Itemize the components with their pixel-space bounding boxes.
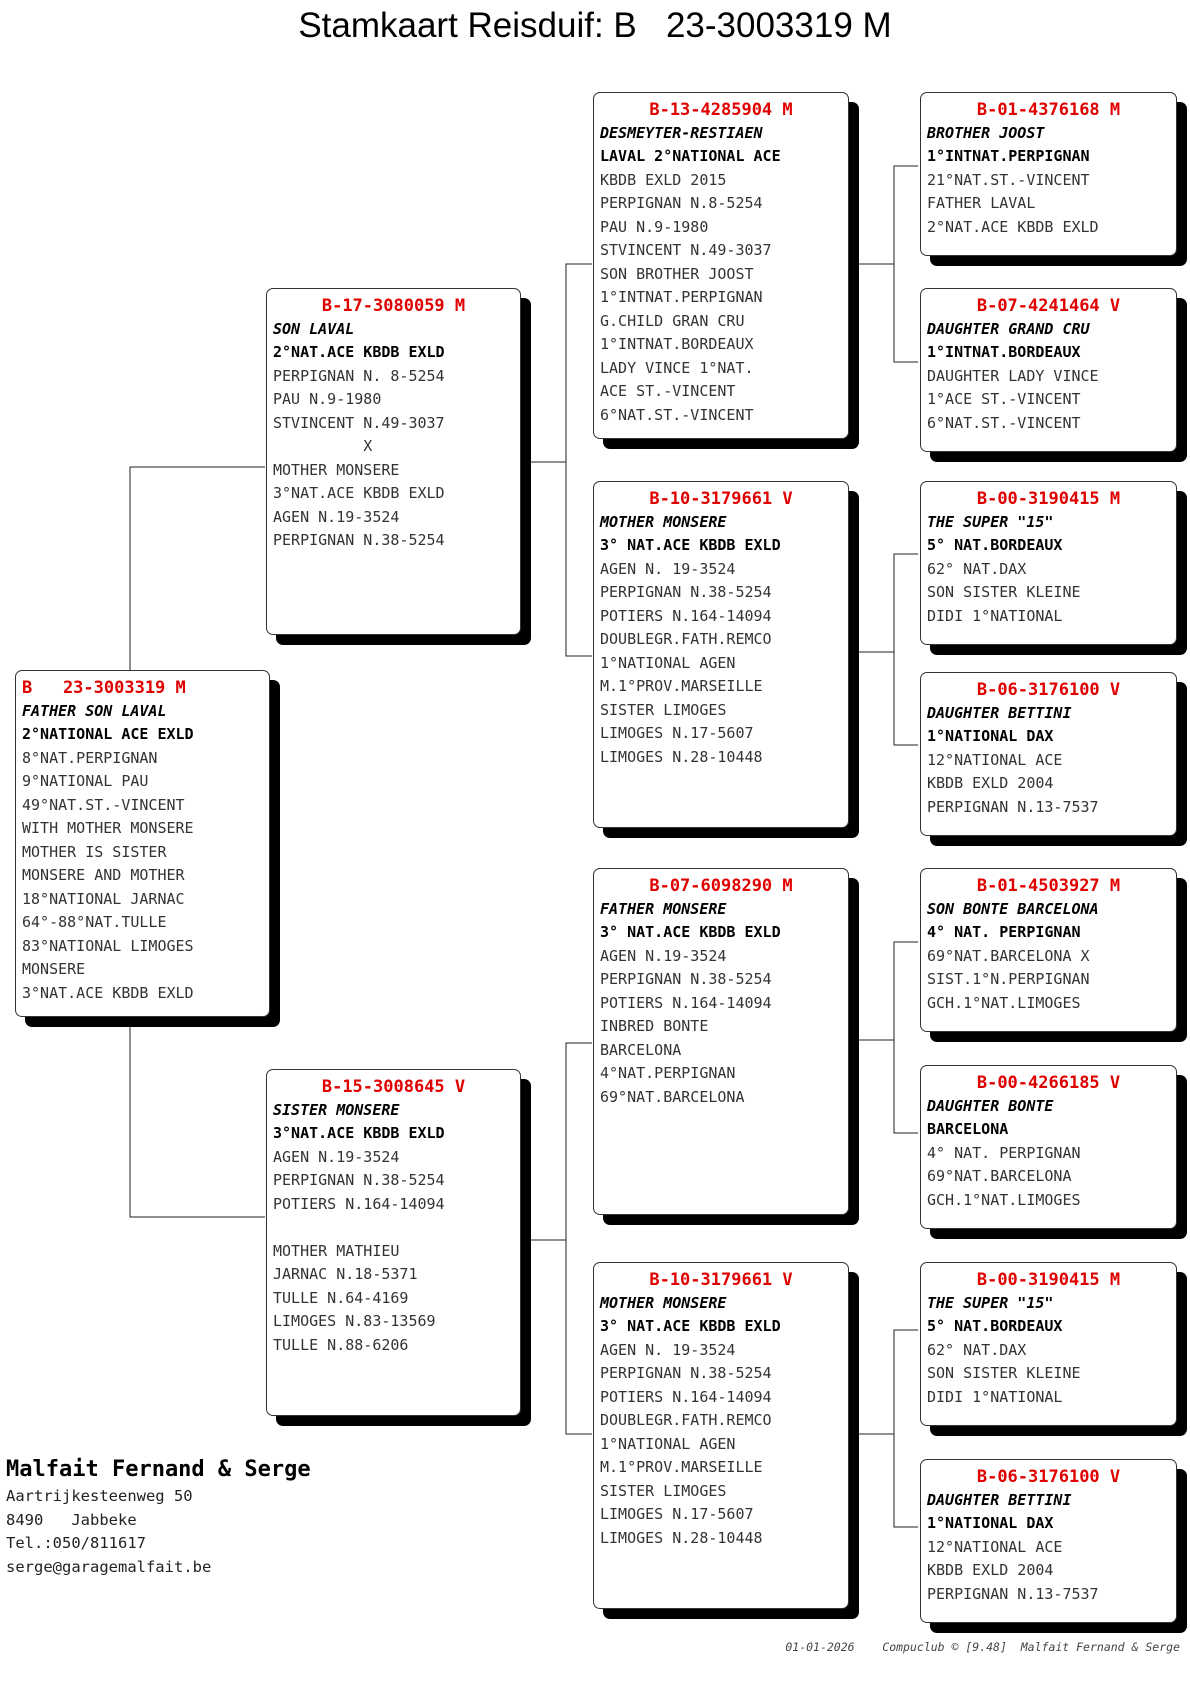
result-line: TULLE N.88-6206 — [273, 1335, 409, 1354]
result-line: STVINCENT N.49-3037 — [600, 241, 772, 259]
result-line: SON BROTHER JOOST — [600, 264, 754, 283]
ring-number: B-07-4241464 V — [976, 296, 1121, 316]
result-line: DIDI 1°NATIONAL — [927, 606, 1063, 625]
result-line: FATHER LAVAL — [927, 194, 1036, 212]
result-line: 4°NAT.PERPIGNAN — [600, 1064, 736, 1082]
result-line: DOUBLEGR.FATH.REMCO — [600, 1411, 772, 1429]
result-line: SISTER LIMOGES — [600, 1481, 727, 1500]
result-line: AGEN N.19-3524 — [273, 507, 400, 526]
result-line: SISTER LIMOGES — [600, 700, 727, 719]
owner-name: Malfait Fernand & Serge — [6, 1457, 311, 1482]
ring-number: B-01-4376168 M — [976, 100, 1121, 120]
result-line: AGEN N.19-3524 — [273, 1147, 400, 1166]
ring-number: B-00-3190415 M — [976, 489, 1121, 509]
bird-name: SON BONTE BARCELONA — [927, 900, 1099, 918]
result-line: 49°NAT.ST.-VINCENT — [22, 795, 185, 814]
pedigree-card — [920, 1262, 1177, 1426]
result-line: LIMOGES N.17-5607 — [600, 724, 754, 742]
result-line: PERPIGNAN N.13-7537 — [927, 1584, 1099, 1603]
result-line: POTIERS N.164-14094 — [600, 993, 772, 1012]
result-line: 6°NAT.ST.-VINCENT — [927, 413, 1081, 432]
pedigree-card — [593, 868, 849, 1215]
highlight-result: 1°NATIONAL DAX — [927, 1514, 1054, 1532]
result-line: 12°NATIONAL ACE — [927, 750, 1063, 769]
result-line: M.1°PROV.MARSEILLE — [600, 1458, 763, 1476]
owner-phone: Tel.:050/811617 — [6, 1534, 146, 1552]
result-line: 3°NAT.ACE KBDB EXLD — [273, 484, 445, 502]
result-line: PERPIGNAN N.38-5254 — [600, 1364, 772, 1382]
result-line: PERPIGNAN N.13-7537 — [927, 797, 1099, 816]
result-line: 12°NATIONAL ACE — [927, 1537, 1063, 1556]
result-line: MONSERE AND MOTHER — [22, 866, 185, 884]
pedigree-card — [920, 288, 1177, 452]
bird-name: SISTER MONSERE — [273, 1101, 400, 1119]
result-line: 1°INTNAT.BORDEAUX — [600, 335, 754, 353]
result-line: ACE ST.-VINCENT — [600, 382, 736, 400]
owner-block — [6, 1455, 311, 1579]
result-line: TULLE N.64-4169 — [273, 1288, 409, 1307]
owner-city: 8490 Jabbeke — [6, 1510, 137, 1529]
result-line: KBDB EXLD 2004 — [927, 1561, 1054, 1579]
result-line: PERPIGNAN N.38-5254 — [273, 531, 445, 549]
ring-number: B 23-3003319 M — [22, 678, 186, 698]
result-line: PAU N.9-1980 — [273, 390, 382, 408]
bird-name: FATHER SON LAVAL — [22, 702, 167, 720]
ring-number: B-10-3179661 V — [649, 489, 793, 509]
pedigree-card — [920, 481, 1177, 645]
highlight-result: 5° NAT.BORDEAUX — [927, 1317, 1063, 1335]
pedigree-card — [15, 670, 270, 1017]
ring-number: B-06-3176100 V — [976, 680, 1121, 700]
pedigree-card — [593, 1262, 849, 1609]
ring-number: B-00-4266185 V — [976, 1073, 1121, 1093]
result-line: M.1°PROV.MARSEILLE — [600, 677, 763, 695]
result-line: 3°NAT.ACE KBDB EXLD — [22, 983, 194, 1002]
result-line: KBDB EXLD 2015 — [600, 170, 727, 189]
bird-name: DESMEYTER-RESTIAEN — [600, 124, 763, 142]
result-line: G.CHILD GRAN CRU — [600, 311, 745, 330]
result-line: LADY VINCE 1°NAT. — [600, 358, 754, 377]
ring-number: B-01-4503927 M — [976, 876, 1121, 896]
result-line: POTIERS N.164-14094 — [600, 1387, 772, 1406]
pedigree-card — [266, 1069, 521, 1416]
result-line: SON SISTER KLEINE — [927, 583, 1081, 601]
bird-name: MOTHER MONSERE — [600, 1294, 727, 1312]
highlight-result: 5° NAT.BORDEAUX — [927, 536, 1063, 554]
result-line — [273, 1216, 514, 1240]
result-line: 8°NAT.PERPIGNAN — [22, 748, 158, 767]
result-line: DOUBLEGR.FATH.REMCO — [600, 630, 772, 648]
owner-address: Aartrijkesteenweg 50 — [6, 1487, 193, 1505]
result-line: PERPIGNAN N.38-5254 — [600, 583, 772, 601]
result-line: MOTHER MONSERE — [273, 460, 400, 479]
bird-name: THE SUPER "15" — [927, 1294, 1054, 1312]
bird-name: DAUGHTER BETTINI — [927, 1491, 1072, 1509]
result-line: DIDI 1°NATIONAL — [927, 1387, 1063, 1406]
result-line: AGEN N. 19-3524 — [600, 1340, 736, 1359]
pedigree-card — [593, 481, 849, 828]
result-line: SON SISTER KLEINE — [927, 1364, 1081, 1382]
highlight-result: 3°NAT.ACE KBDB EXLD — [273, 1124, 445, 1142]
ring-number: B-17-3080059 M — [321, 296, 466, 316]
result-line: 62° NAT.DAX — [927, 1340, 1027, 1359]
highlight-result: 3° NAT.ACE KBDB EXLD — [600, 536, 781, 554]
pedigree-card — [920, 92, 1177, 256]
highlight-result: 1°NATIONAL DAX — [927, 727, 1054, 745]
result-line: 62° NAT.DAX — [927, 559, 1027, 578]
result-line: PERPIGNAN N.8-5254 — [600, 194, 763, 212]
result-line: SIST.1°N.PERPIGNAN — [927, 970, 1090, 988]
result-line: STVINCENT N.49-3037 — [273, 413, 445, 432]
result-line: LIMOGES N.28-10448 — [600, 1528, 763, 1547]
result-line: MOTHER IS SISTER — [22, 842, 167, 861]
result-line: 6°NAT.ST.-VINCENT — [600, 405, 754, 424]
result-line: PERPIGNAN N. 8-5254 — [273, 366, 445, 385]
pedigree-card — [920, 1065, 1177, 1229]
result-line: 83°NATIONAL LIMOGES — [22, 936, 194, 955]
result-line: PERPIGNAN N.38-5254 — [600, 970, 772, 988]
highlight-result: 4° NAT. PERPIGNAN — [927, 923, 1081, 941]
result-line: MONSERE — [22, 960, 86, 978]
result-line: 9°NATIONAL PAU — [22, 772, 149, 790]
ring-number: B-13-4285904 M — [649, 100, 793, 120]
ring-number: B-07-6098290 M — [649, 876, 793, 896]
bird-name: DAUGHTER BETTINI — [927, 704, 1072, 722]
result-line: 1°NATIONAL AGEN — [600, 653, 736, 672]
owner-email: serge@garagemalfait.be — [6, 1557, 212, 1576]
result-line: POTIERS N.164-14094 — [273, 1194, 445, 1213]
result-line: 69°NAT.BARCELONA — [600, 1087, 745, 1106]
pedigree-card — [920, 1459, 1177, 1623]
result-line: PAU N.9-1980 — [600, 217, 709, 236]
result-line: MOTHER MATHIEU — [273, 1241, 400, 1260]
ring-number: B-06-3176100 V — [976, 1467, 1121, 1487]
result-line: LIMOGES N.83-13569 — [273, 1312, 436, 1330]
highlight-result: 3° NAT.ACE KBDB EXLD — [600, 923, 781, 941]
result-line: 21°NAT.ST.-VINCENT — [927, 170, 1090, 189]
result-line: AGEN N. 19-3524 — [600, 559, 736, 578]
pedigree-card — [920, 868, 1177, 1032]
ring-number: B-10-3179661 V — [649, 1270, 793, 1290]
result-line: 2°NAT.ACE KBDB EXLD — [927, 217, 1099, 236]
bird-name: MOTHER MONSERE — [600, 513, 727, 531]
result-line: 1°INTNAT.PERPIGNAN — [600, 288, 763, 306]
result-line: DAUGHTER LADY VINCE — [927, 366, 1099, 385]
bird-name: THE SUPER "15" — [927, 513, 1054, 531]
highlight-result: BARCELONA — [927, 1120, 1009, 1138]
bird-name: DAUGHTER BONTE — [927, 1097, 1054, 1115]
result-line: LIMOGES N.28-10448 — [600, 747, 763, 766]
bird-name: SON LAVAL — [273, 320, 355, 338]
result-line: 1°NATIONAL AGEN — [600, 1434, 736, 1453]
pedigree-card — [593, 92, 849, 439]
result-line: 1°ACE ST.-VINCENT — [927, 390, 1081, 408]
bird-name: BROTHER JOOST — [927, 124, 1045, 142]
highlight-result: 1°INTNAT.BORDEAUX — [927, 343, 1081, 361]
result-line: 69°NAT.BARCELONA — [927, 1167, 1072, 1185]
result-line: 69°NAT.BARCELONA X — [927, 946, 1090, 965]
page-title: Stamkaart Reisduif: B 23-3003319 M — [298, 6, 892, 45]
result-line: 64°-88°NAT.TULLE — [22, 913, 167, 931]
highlight-result: 2°NAT.ACE KBDB EXLD — [273, 343, 445, 361]
result-line: KBDB EXLD 2004 — [927, 774, 1054, 792]
result-line: GCH.1°NAT.LIMOGES — [927, 993, 1081, 1012]
bird-name: FATHER MONSERE — [600, 900, 727, 918]
result-line: 4° NAT. PERPIGNAN — [927, 1143, 1081, 1162]
result-line: PERPIGNAN N.38-5254 — [273, 1171, 445, 1189]
ring-number: B-15-3008645 V — [321, 1077, 466, 1097]
ring-number: B-00-3190415 M — [976, 1270, 1121, 1290]
result-line: LIMOGES N.17-5607 — [600, 1505, 754, 1523]
pedigree-card — [920, 672, 1177, 836]
result-line: WITH MOTHER MONSERE — [22, 819, 194, 837]
highlight-result: LAVAL 2°NATIONAL ACE — [600, 147, 781, 165]
bird-name: DAUGHTER GRAND CRU — [927, 320, 1090, 338]
result-line: AGEN N.19-3524 — [600, 946, 727, 965]
result-line: GCH.1°NAT.LIMOGES — [927, 1190, 1081, 1209]
highlight-result: 1°INTNAT.PERPIGNAN — [927, 147, 1090, 165]
footer-credits: 01-01-2026 Compuclub © [9.48] Malfait Fernand & Serge — [785, 1640, 1180, 1654]
pedigree-card — [266, 288, 521, 635]
result-line: JARNAC N.18-5371 — [273, 1265, 418, 1283]
highlight-result: 2°NATIONAL ACE EXLD — [22, 725, 194, 743]
highlight-result: 3° NAT.ACE KBDB EXLD — [600, 1317, 781, 1335]
result-line: POTIERS N.164-14094 — [600, 606, 772, 625]
result-line: BARCELONA — [600, 1040, 682, 1059]
result-line: X — [273, 437, 373, 455]
result-line: 18°NATIONAL JARNAC — [22, 889, 185, 908]
result-line: INBRED BONTE — [600, 1017, 709, 1035]
